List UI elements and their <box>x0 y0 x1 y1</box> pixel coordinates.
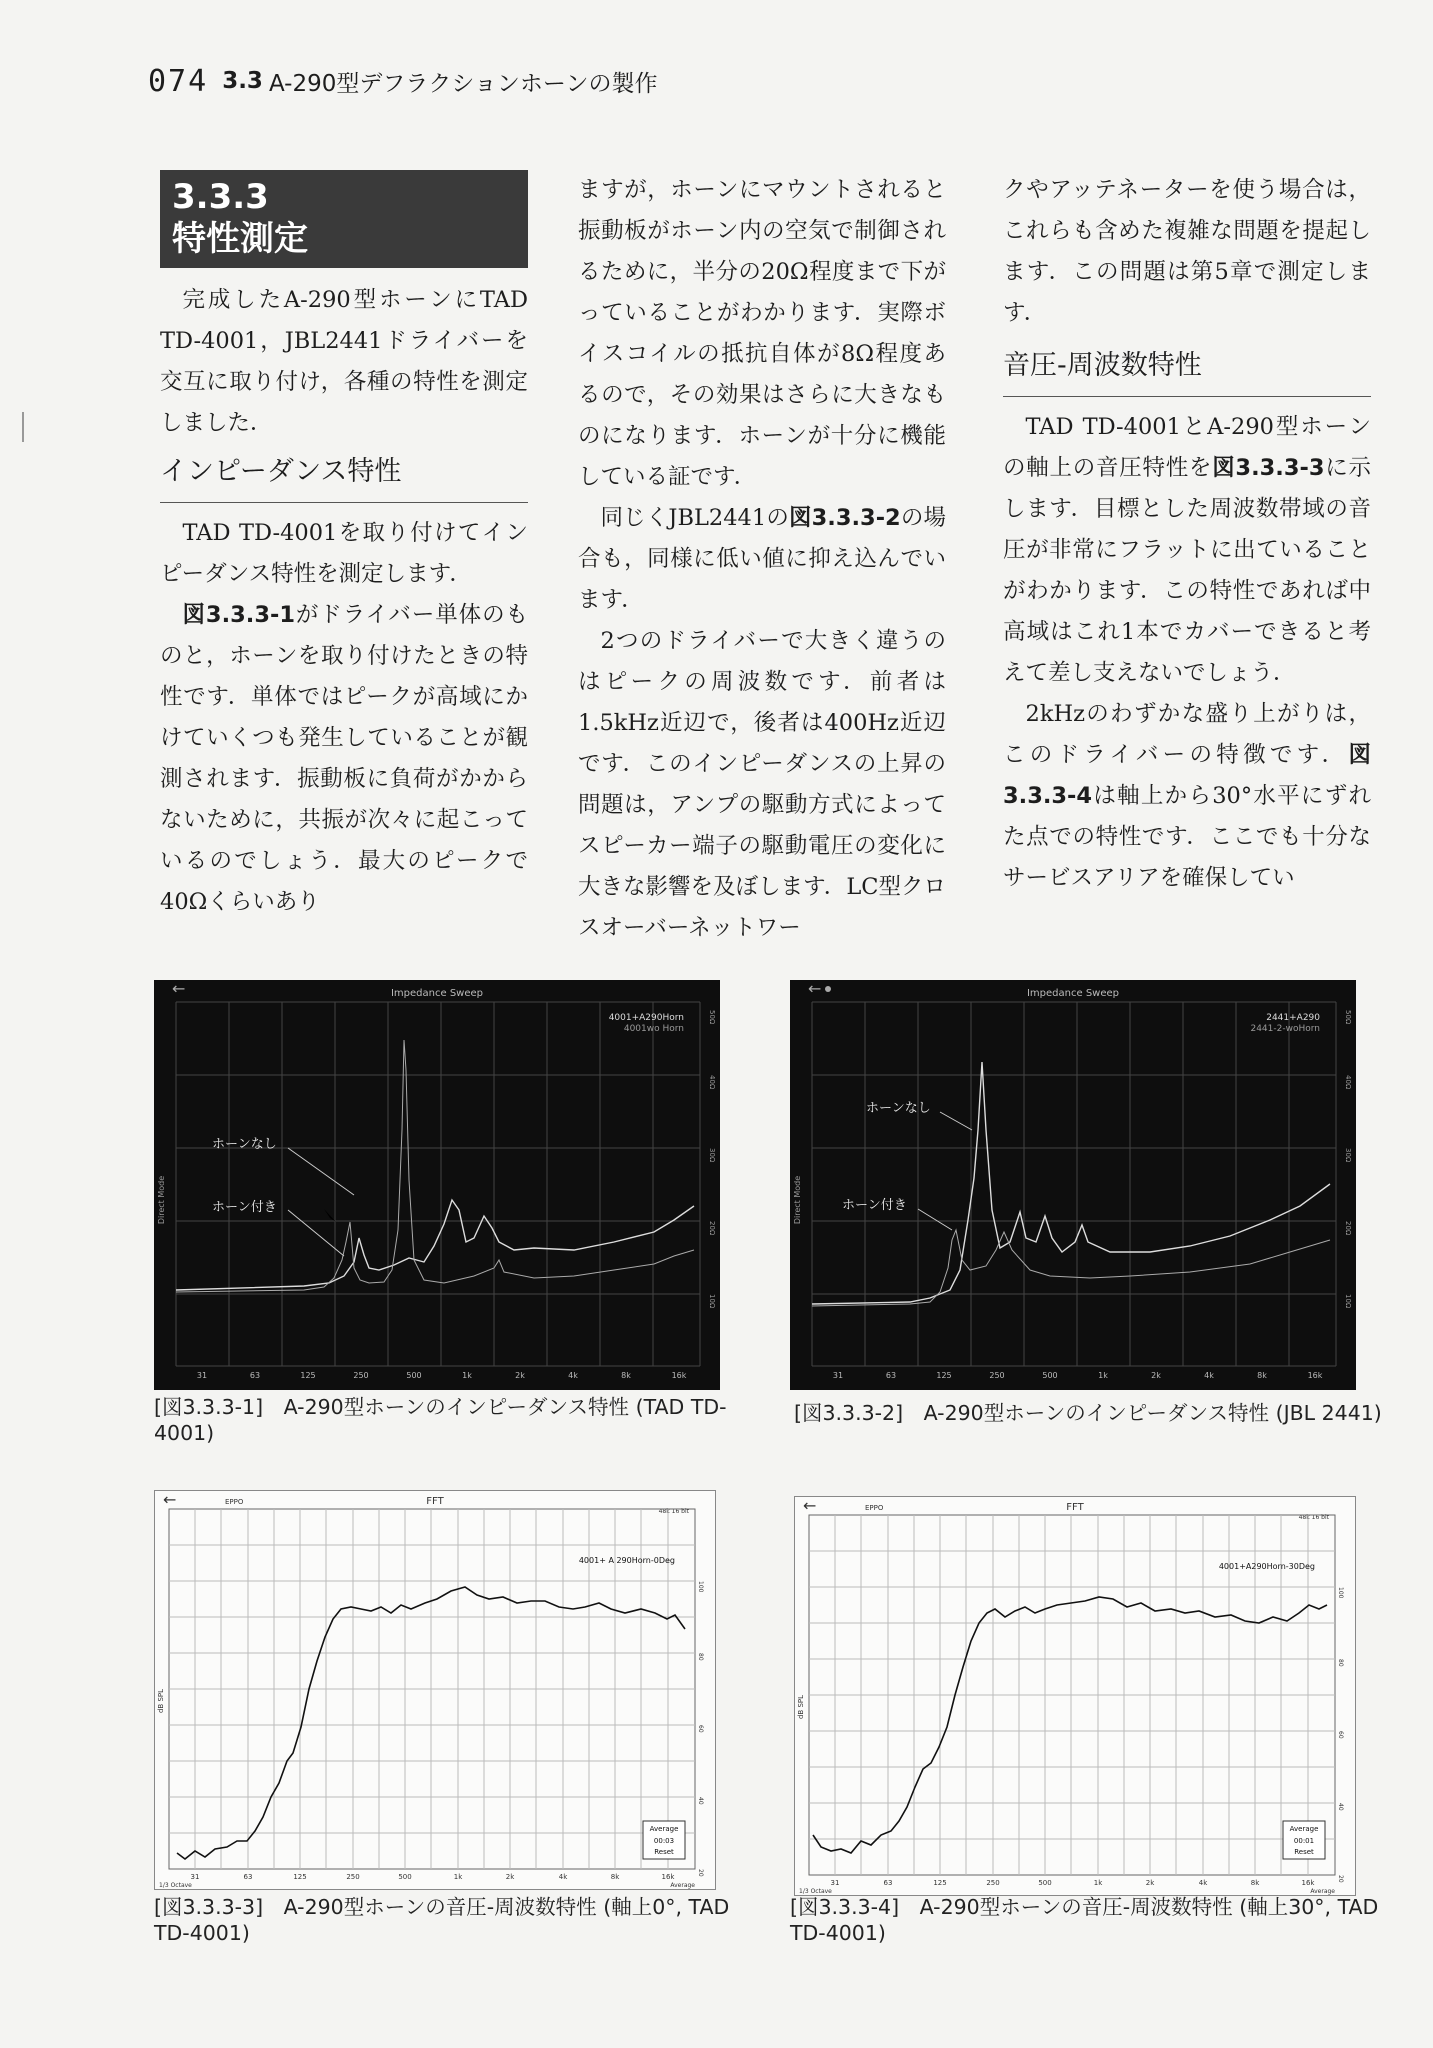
x-tick: 1k <box>1098 1371 1108 1380</box>
svg-text:←: ← <box>803 1497 817 1515</box>
x-tick: 4k <box>1198 1879 1208 1887</box>
y-tick: 50Ω <box>708 1010 716 1025</box>
running-header <box>148 62 657 100</box>
screen-title: FFT <box>1066 1502 1084 1513</box>
octave-mode: 1/3 Octave <box>159 1882 192 1889</box>
x-tick: 1k <box>462 1371 472 1380</box>
x-tick: 16k <box>1307 1371 1323 1380</box>
legend: 4001+A290Horn-30Deg <box>1218 1562 1315 1571</box>
x-tick: 125 <box>300 1371 316 1380</box>
screen-title: Impedance Sweep <box>1026 988 1120 999</box>
subheading-spl: 音圧-周波数特性 <box>1003 344 1371 397</box>
figure-caption-2: [図3.3.3-2] A-290型ホーンのインピーダンス特性 (JBL 2441) <box>794 1401 1382 1425</box>
y-tick: 100 <box>697 1581 704 1593</box>
x-tick: 250 <box>353 1371 369 1380</box>
average-time: 00:01 <box>1293 1837 1315 1845</box>
y-tick: 50Ω <box>1344 1010 1352 1025</box>
y-tick: 40Ω <box>708 1075 716 1090</box>
svg-text:←: ← <box>172 980 186 998</box>
x-tick: 31 <box>190 1873 200 1881</box>
annotation-with-horn: ホーン付き <box>212 1200 277 1215</box>
scan-margin-mark <box>22 412 24 442</box>
y-axis-label: dB SPL <box>797 1694 805 1720</box>
figure-caption-3: [図3.3.3-3] A-290型ホーンの音圧-周波数特性 (軸上0°, TAD TD-4001) <box>154 1895 730 1945</box>
y-tick: 10Ω <box>1344 1294 1352 1309</box>
paragraph: TAD TD-4001とA-290型ホーンの軸上の音圧特性を図3.3.3-3に示します．目標とした周波数帯域の音圧が非常にフラットに出ていることがわかります．この特性であれば中高域はこれ1本でカバーできると考えて差し支えないでしょう． <box>1003 414 1371 686</box>
x-tick: 500 <box>1038 1879 1052 1887</box>
legend-1: 2441+A290 <box>1266 1013 1320 1023</box>
legend-2: 2441-2-woHorn <box>1250 1024 1320 1034</box>
x-tick: 31 <box>832 1371 844 1380</box>
octave-mode: 1/3 Octave <box>799 1888 832 1895</box>
text-column-1 <box>160 170 528 923</box>
x-tick: 2k <box>515 1371 525 1380</box>
y-tick: 40 <box>697 1797 704 1805</box>
x-tick: 8k <box>1257 1371 1267 1380</box>
y-tick: 20 <box>1337 1875 1344 1883</box>
paragraph: TAD TD-4001を取り付けてインピーダンス特性を測定します． <box>160 520 528 587</box>
y-tick: 40 <box>1337 1803 1344 1811</box>
x-tick: 63 <box>885 1371 897 1380</box>
screen-top-right: 48k 16 bit <box>1298 1514 1329 1521</box>
y-tick: 60 <box>1337 1731 1344 1739</box>
paragraph: 同じくJBL2441の図3.3.3-2の場合も，同様に低い値に抑え込んでいます． <box>578 505 946 613</box>
x-tick: 16k <box>1301 1879 1315 1887</box>
x-axis-ticks <box>831 1879 1316 1887</box>
x-tick: 500 <box>406 1371 422 1380</box>
reset-button: Reset <box>1294 1848 1314 1856</box>
svg-text:←: ← <box>163 1491 177 1509</box>
x-tick: 8k <box>610 1873 620 1881</box>
legend: 4001+ A 290Horn-0Deg <box>578 1556 675 1565</box>
y-tick: 20 <box>697 1869 704 1877</box>
paragraph: 図3.3.3-1がドライバー単体のものと，ホーンを取り付けたときの特性です．単体ではピークが高域にかけていくつも発生していることが観測されます．振動板に負荷がかからないために，共振が次々に起こっているのでしょう．最大のピークで40Ωくらいあり <box>160 602 528 915</box>
legend-1: 4001+A290Horn <box>608 1013 684 1023</box>
y-axis-label: Direct Mode <box>793 1175 802 1225</box>
section-title: 特性測定 <box>172 219 308 259</box>
svg-text:←: ← <box>808 980 822 998</box>
annotation-no-horn: ホーンなし <box>866 1101 931 1116</box>
x-tick: 1k <box>453 1873 463 1881</box>
x-tick: 63 <box>243 1873 253 1881</box>
x-tick: 31 <box>196 1371 208 1380</box>
y-tick: 30Ω <box>708 1148 716 1163</box>
figure-reference: 図3.3.3-2 <box>788 505 901 531</box>
y-axis-label: dB SPL <box>157 1688 165 1714</box>
y-axis-ticks <box>1337 1587 1344 1883</box>
x-axis-ticks <box>191 1873 676 1881</box>
figure-reference: 図3.3.3-1 <box>182 602 295 628</box>
section-heading <box>160 170 528 268</box>
y-tick: 60 <box>697 1725 704 1733</box>
text-column-2 <box>578 170 946 949</box>
paragraph: 2kHzのわずかな盛り上がりは，このドライバーの特徴です．図3.3.3-4は軸上から30°水平にずれた点での特性です．ここでも十分なサービスアリアを確保してい <box>1003 701 1371 891</box>
x-tick: 250 <box>986 1879 1000 1887</box>
x-tick: 2k <box>505 1873 515 1881</box>
header-section: 3.3 <box>222 68 263 94</box>
paragraph: クやアッテネーターを使う場合は，これらも含めた複雑な問題を提起します．この問題は第5章で測定します． <box>1003 177 1371 326</box>
y-tick: 10Ω <box>708 1294 716 1309</box>
x-tick: 4k <box>558 1873 568 1881</box>
header-title: A-290型デフラクションホーンの製作 <box>268 70 658 97</box>
screen-title: FFT <box>426 1496 444 1507</box>
x-tick: 125 <box>293 1873 307 1881</box>
screen-title: Impedance Sweep <box>390 988 484 999</box>
y-tick: 100 <box>1337 1587 1344 1599</box>
screen-top-left: EPPO <box>225 1498 244 1506</box>
text-column-3 <box>1003 170 1371 899</box>
y-tick: 20Ω <box>1344 1221 1352 1236</box>
paragraph: ますが，ホーンにマウントされると振動板がホーン内の空気で制御されるために，半分の20Ω程度まで下がっていることがわかります．実際ボイスコイルの抵抗自体が8Ω程度あるので，その効果はさらに大きなものになります．ホーンが十分に機能している証です． <box>578 177 946 490</box>
x-tick: 2k <box>1145 1879 1155 1887</box>
x-tick: 500 <box>398 1873 412 1881</box>
subheading-impedance: インピーダンス特性 <box>160 450 528 503</box>
x-tick: 63 <box>883 1879 893 1887</box>
screen-top-left: EPPO <box>865 1504 884 1512</box>
figure-caption-4: [図3.3.3-4] A-290型ホーンの音圧-周波数特性 (軸上30°, TAD TD-4001) <box>790 1895 1379 1945</box>
screen-top-right: 48k 16 bit <box>658 1508 689 1515</box>
x-tick: 4k <box>568 1371 578 1380</box>
figure-reference: 図3.3.3-3 <box>1212 455 1325 481</box>
y-axis-label: Direct Mode <box>157 1175 166 1225</box>
average-label: Average <box>649 1825 679 1833</box>
x-tick: 4k <box>1204 1371 1214 1380</box>
y-tick: 80 <box>1337 1659 1344 1667</box>
y-tick: 30Ω <box>1344 1148 1352 1163</box>
x-tick: 1k <box>1093 1879 1103 1887</box>
x-tick: 8k <box>621 1371 631 1380</box>
page-number: 074 <box>148 63 209 99</box>
average-mode: Average <box>670 1882 695 1889</box>
y-tick: 20Ω <box>708 1221 716 1236</box>
x-tick: 250 <box>989 1371 1005 1380</box>
figure-reference: 図3.3.3-4 <box>1003 742 1371 809</box>
figure-spl-0deg <box>154 1490 716 1890</box>
x-tick: 31 <box>830 1879 840 1887</box>
x-tick: 125 <box>936 1371 952 1380</box>
x-tick: 16k <box>671 1371 687 1380</box>
x-tick: 125 <box>933 1879 947 1887</box>
x-tick: 250 <box>346 1873 360 1881</box>
figure-caption-1: [図3.3.3-1] A-290型ホーンのインピーダンス特性 (TAD TD-4001) <box>154 1395 727 1445</box>
annotation-no-horn: ホーンなし <box>212 1137 277 1152</box>
x-tick: 500 <box>1042 1371 1058 1380</box>
x-tick: 2k <box>1151 1371 1161 1380</box>
figure-spl-30deg <box>794 1496 1356 1896</box>
legend-2: 4001wo Horn <box>623 1024 684 1034</box>
intro-paragraph: 完成したA-290型ホーンにTAD TD-4001，JBL2441ドライバーを交互に取り付け，各種の特性を測定しました． <box>160 287 528 436</box>
figure-impedance-tad <box>154 980 720 1390</box>
y-tick: 80 <box>697 1653 704 1661</box>
section-number: 3.3.3 <box>172 177 269 217</box>
x-tick: 16k <box>661 1873 675 1881</box>
paragraph: 2つのドライバーで大きく違うのはピークの周波数です．前者は1.5kHz近辺で，後者は400Hz近辺です．このインピーダンスの上昇の問題は，アンプの駆動方式によってスピーカー端子の駆動電圧の変化に大きな影響を及ぼします．LC型クロスオーバーネットワー <box>578 628 946 941</box>
x-tick: 63 <box>249 1371 261 1380</box>
x-tick: 8k <box>1250 1879 1260 1887</box>
annotation-with-horn: ホーン付き <box>842 1198 907 1213</box>
reset-button: Reset <box>654 1848 674 1856</box>
average-time: 00:03 <box>653 1837 675 1845</box>
figure-impedance-jbl <box>790 980 1356 1390</box>
average-mode: Average <box>1310 1888 1335 1895</box>
y-axis-ticks <box>697 1581 704 1877</box>
y-tick: 40Ω <box>1344 1075 1352 1090</box>
average-label: Average <box>1289 1825 1319 1833</box>
